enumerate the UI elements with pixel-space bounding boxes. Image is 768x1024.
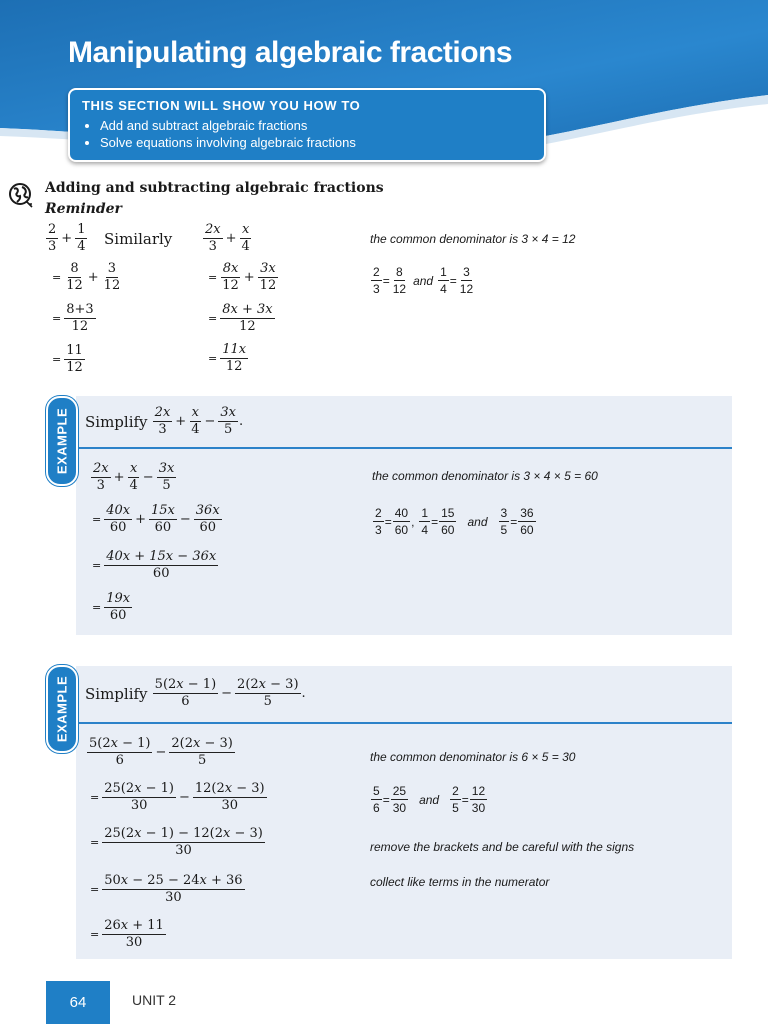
objective-item: • Solve equations involving algebraic fractions (100, 134, 532, 151)
objective-item: • Add and subtract algebraic fractions (100, 117, 532, 134)
objectives-box (68, 88, 546, 162)
reminder-line-1: $\frac{2}{3}$ + $\frac{1}{4}$ (48, 222, 86, 254)
similarly-line-2: = $\frac{8x}{12}$ + $\frac{3x}{12}$ (208, 261, 277, 293)
unit-label: UNIT 2 (132, 992, 177, 1008)
similarly-line-3: = $\frac{8x + 3x}{12}$ (208, 302, 273, 334)
example-1-question: Simplify $\frac{2x}{3}$ + $\frac{x}{4}$ − $\frac{3x}{5}$ . (85, 405, 244, 437)
simplify-label: Simplify (85, 412, 148, 431)
example-1-note-common: the common denominator is 3 × 4 × 5 = 60 (372, 469, 598, 483)
reminder-line-2: = $\frac{8}{12}$ + $\frac{3}{12}$ (52, 261, 121, 293)
example-1-line-1: $\frac{2x}{3}$ + $\frac{x}{4}$ − $\frac{3x}{5}$ (93, 461, 175, 493)
example-label: EXAMPLE (54, 675, 70, 743)
similarly-line-4: = $\frac{11x}{12}$ (208, 342, 247, 374)
example-2-note-collect: collect like terms in the numerator (370, 875, 550, 889)
example-1-divider (76, 447, 732, 449)
example-1-line-4: = $\frac{19x}{60}$ (92, 591, 131, 623)
example-2-note-equiv: $\frac{5}{6}$ = $\frac{25}{30}$ and $\frac{2}{5}$ = $\frac{12}{30}$ (373, 784, 486, 815)
example-2-tab (46, 665, 78, 753)
and-label: and (413, 273, 434, 288)
example-2-note-common: the common denominator is 6 × 5 = 30 (370, 750, 576, 764)
example-label: EXAMPLE (54, 407, 70, 475)
reminder-line-3: = $\frac{8+3}{12}$ (52, 302, 94, 334)
page-title: Manipulating algebraic fractions (68, 36, 513, 69)
objectives-list (82, 117, 532, 151)
simplify-label: Simplify (85, 684, 148, 703)
example-2-note-brackets: remove the brackets and be careful with the signs (370, 840, 635, 854)
example-2-question: Simplify $\frac{5(2x - 1)}{6}$ − $\frac{2(2x - 3)}{5}$ . (85, 677, 306, 709)
example-2-divider (76, 722, 732, 724)
page-number: 64 (46, 981, 110, 1024)
objectives-heading: THIS SECTION WILL SHOW YOU HOW TO (82, 98, 361, 113)
example-1-note-equiv: $\frac{2}{3}$ = $\frac{40}{60}$ , $\frac{1}{4}$ = $\frac{15}{60}$ and $\frac{3}{5}$ = $\frac{36}{60}$ (375, 506, 534, 537)
reminder-note-equiv: $\frac{2}{3}$ = $\frac{8}{12}$ and $\frac{1}{4}$ = $\frac{3}{12}$ (373, 265, 474, 296)
globe-icon (8, 182, 34, 208)
and-label: and (419, 792, 440, 807)
similarly-label: Similarly (104, 230, 173, 248)
section-title: Adding and subtracting algebraic fractions (45, 180, 384, 196)
and-label: and (467, 514, 488, 529)
example-2-line-4: = $\frac{50x - 25 - 24x + 36}{30}$ (90, 873, 243, 905)
reminder-line-4: = $\frac{11}{12}$ (52, 343, 83, 375)
example-2-line-1: $\frac{5(2x - 1)}{6}$ − $\frac{2(2x - 3)}{5}$ (89, 736, 233, 768)
example-2-line-2: = $\frac{25(2x - 1)}{30}$ − $\frac{12(2x - 3)}{30}$ (90, 781, 265, 813)
example-1-line-3: = $\frac{40x + 15x - 36x}{60}$ (92, 549, 217, 581)
example-2-line-5: = $\frac{26x + 11}{30}$ (90, 918, 164, 950)
similarly-line-1: $\frac{2x}{3}$ + $\frac{x}{4}$ (205, 222, 250, 254)
reminder-note-common: the common denominator is 3 × 4 = 12 (370, 232, 576, 246)
example-1-line-2: = $\frac{40x}{60}$ + $\frac{15x}{60}$ − $\frac{36x}{60}$ (92, 503, 220, 535)
example-1-tab (46, 396, 78, 486)
reminder-label: Reminder (45, 201, 122, 217)
example-2-line-3: = $\frac{25(2x - 1) - 12(2x - 3)}{30}$ (90, 826, 263, 858)
